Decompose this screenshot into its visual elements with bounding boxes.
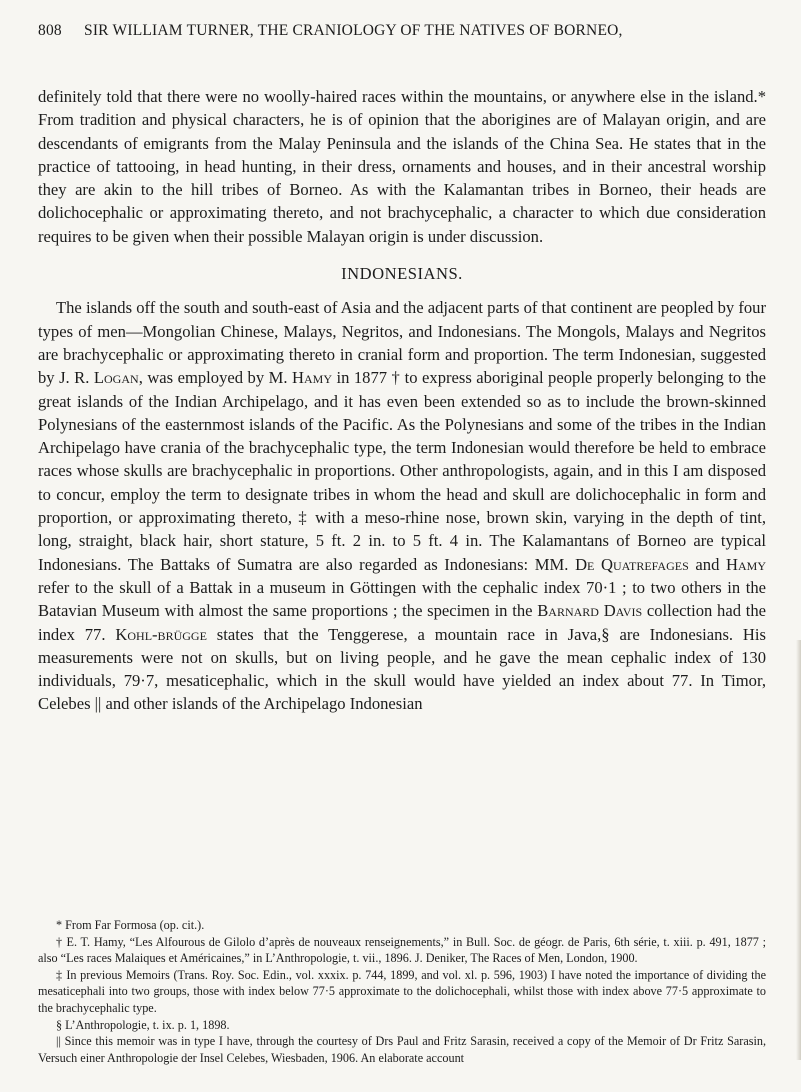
paragraph: definitely told that there were no woolly-haired races within the mountains, or anywhere else in the island.* From tradition and physical characters, he is of opinion that the aborigines are of Malayan origin, and are descendants of emigrants from the Malay Peninsula and the islands of the China Sea. He states that in the practice of tattooing, in head hunting, in their dress, ornaments and houses, and in their ancestral worship they are akin to the hill tribes of Borneo. As with the Kalamantan tribes in Borneo, their heads are dolichocephalic or approximating thereto, and not brachycephalic, a character to which due consideration requires to be given when their possible Malayan origin is under discussion.: [38, 87, 766, 246]
author-name: Hamy: [726, 554, 766, 574]
footnotes: [38, 917, 766, 1066]
author-name: Kohl-brügge: [115, 624, 207, 644]
running-head: [38, 22, 766, 40]
author-name: Hamy: [292, 368, 332, 388]
body-text: [38, 85, 766, 716]
footnote: * From Far Formosa (op. cit.).: [56, 918, 205, 932]
footnote: § L’Anthropologie, t. ix. p. 1, 1898.: [56, 1017, 230, 1032]
page-number: 808: [38, 22, 62, 39]
footnote: † E. T. Hamy, “Les Alfourous de Gilolo d’après de nouveaux renseignements,” in Bull. Soc. de géogr. de Paris, 6th série, t. xiii. p. 491, 1877 ; also “Les races Malaiques et Américaines,” in L’Anthropologie, t. vii., 1896. J. Deniker, The Races of Men, London, 1900.: [38, 934, 766, 966]
paragraph: The islands off the south and south-east of Asia and the adjacent parts of that continent are peopled by four types of men—Mongolian Chinese, Malays, Negritos, and Indonesians. The Mongols, Malays and Negritos are brachycephalic or approximating thereto in cranial form and proportion. The term Indonesian, suggested by J. R. Logan, was employed by M. Hamy in 1877 † to express aboriginal people properly belonging to the great islands of the Indian Archipelago, and it has even been extended so as to include the brown-skinned Polynesians of the easternmost islands of the Pacific. As the Polynesians and some of the tribes in the Indian Archipelago have crania of the brachycephalic type, the term Indonesian would therefore be held to embrace races whose skulls are brachycephalic in proportions. Other anthropologists, again, and in this I am disposed to concur, employ the term to designate tribes in whom the head and skull are dolichocephalic in form and proportion, or approximating thereto, ‡ with a meso-rhine nose, brown skin, varying in the depth of tint, long, straight, black hair, short stature, 5 ft. 2 in. to 5 ft. 4 in. The Kalamantans of Borneo are typical Indonesians. The Battaks of Sumatra are also regarded as Indonesians: MM. De Quatrefages and Hamy refer to the skull of a Battak in a museum in Göttingen with the cephalic index 70·1 ; to two others in the Batavian Museum with almost the same proportions ; the specimen in the Barnard Davis collection had the index 77. Kohl-brügge states that the Tenggerese, a mountain race in Java,§ are Indonesians. His measurements were not on skulls, but on living people, and he gave the mean cephalic index of 130 individuals, 79·7, mesaticephalic, which in the skull would have yielded an index about 77. In Timor, Celebes || and other islands of the Archipelago Indonesian: [38, 298, 766, 714]
section-heading: INDONESIANS.: [341, 264, 463, 284]
running-head-title: SIR WILLIAM TURNER, THE CRANIOLOGY OF THE NATIVES OF BORNEO,: [84, 22, 623, 39]
author-name: Barnard Davis: [537, 601, 643, 621]
page-edge-shadow: [796, 640, 801, 1060]
footnote: ‡ In previous Memoirs (Trans. Roy. Soc. Edin., vol. xxxix. p. 744, 1899, and vol. xl. p. 596, 1903) I have noted the importance of dividing the mesaticephali into two groups, those with index below 77·5 approximate to the dolichocephali, whilst those with index above 77·5 approximate to the brachycephalic type.: [38, 967, 766, 1015]
author-name: De Quatrefages: [575, 554, 689, 574]
footnote: || Since this memoir was in type I have, through the courtesy of Drs Paul and Fritz Sarasin, received a copy of the Memoir of Dr Fritz Sarasin, Versuch einer Anthropologie der Insel Celebes, Wiesbaden, 1906. An elaborate account: [38, 1034, 766, 1065]
author-name: Logan: [93, 368, 139, 388]
